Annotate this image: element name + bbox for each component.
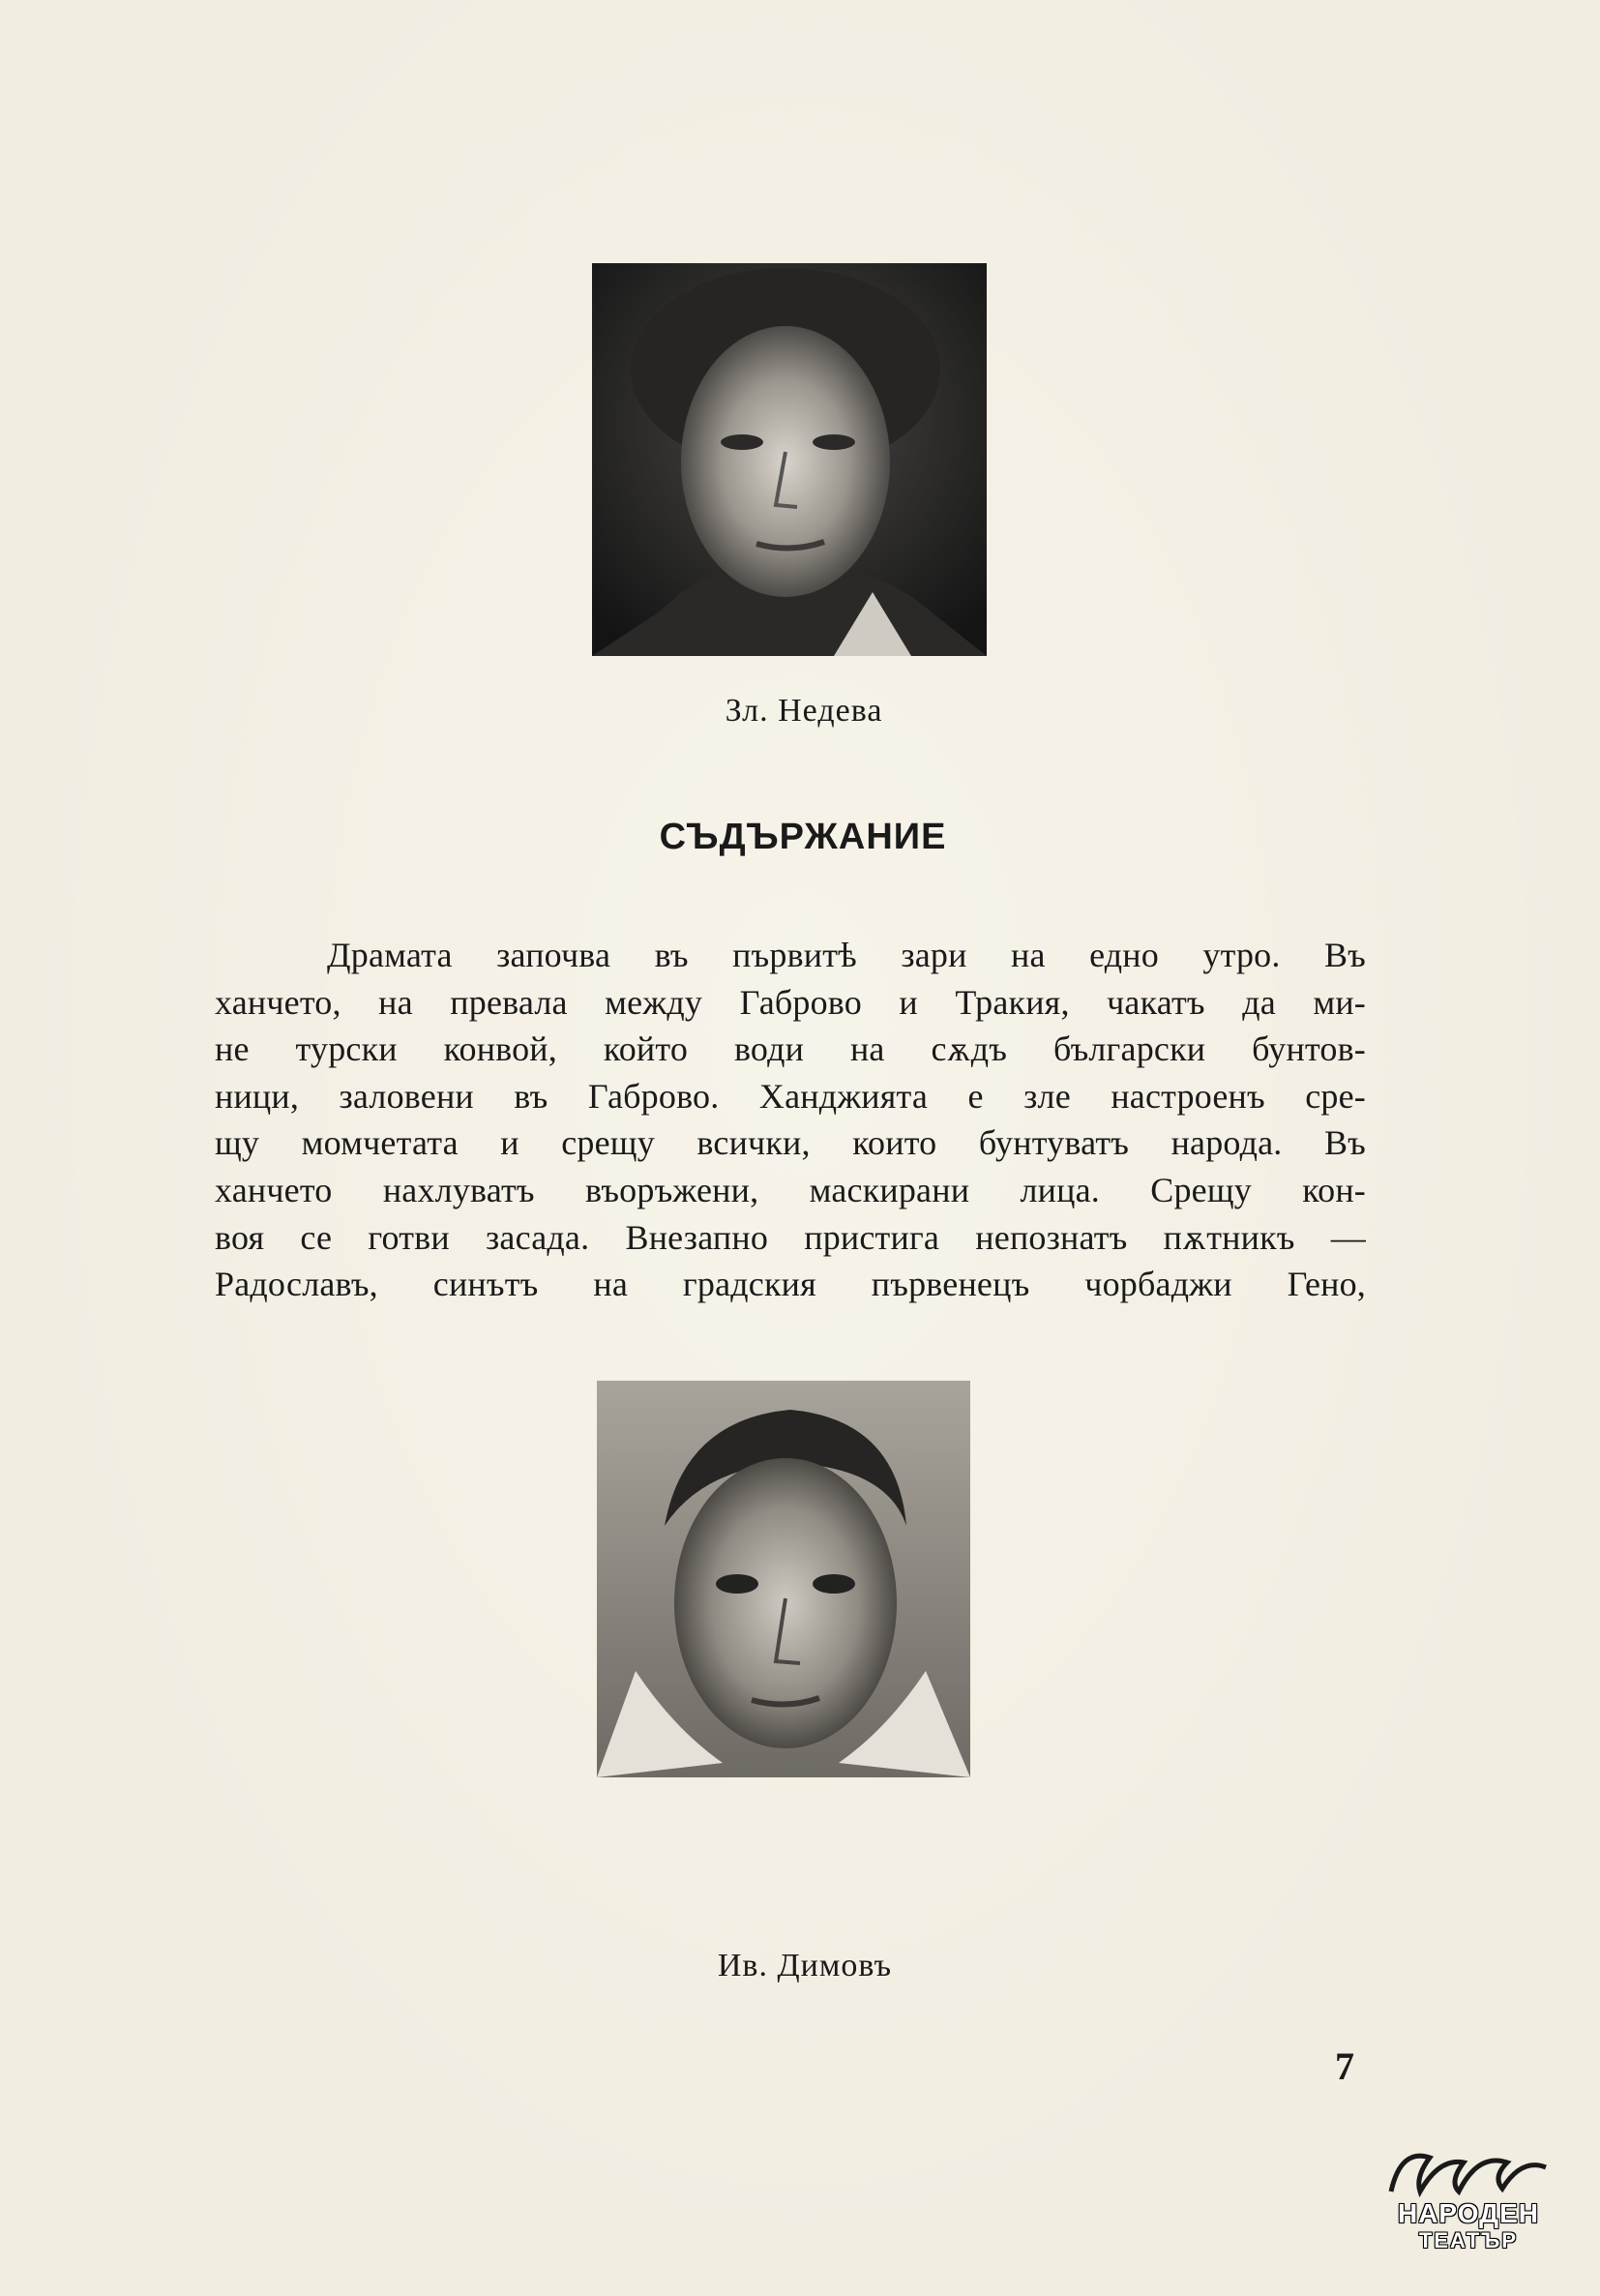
paragraph-line: воя се готви засада. Внезапно пристига непознатъ пѫтникъ — — [215, 1217, 1366, 1257]
paragraph-line: ници, заловени въ Габрово. Ханджията е зле настроенъ сре- — [215, 1076, 1366, 1116]
synopsis-paragraph — [215, 932, 1366, 1308]
paragraph-line: ханчето нахлуватъ въоръжени, маскирани лица. Срещу кон- — [215, 1170, 1366, 1209]
portrait-image — [597, 1381, 970, 1777]
portrait-photo-dimov — [597, 1381, 970, 1777]
section-title: СЪДЪРЖАНИЕ — [659, 817, 947, 857]
portrait-caption: Зл. Недева — [725, 693, 883, 729]
portrait-photo-nedeva — [592, 263, 987, 656]
logo-text-line-2: ТЕАТЪР — [1418, 2228, 1519, 2252]
paragraph-line: Драмата започва въ първитѣ зари на едно утро. Въ — [327, 936, 1366, 974]
logo-text-line-1: НАРОДЕН — [1397, 2198, 1539, 2228]
paragraph-line: ханчето, на превала между Габрово и Тракия, чакатъ да ми- — [215, 982, 1366, 1022]
national-theatre-logo — [1372, 2138, 1565, 2264]
page-number: 7 — [1335, 2044, 1354, 2088]
paragraph-line: щу момчетата и срещу всички, които бунтуватъ народа. Въ — [215, 1123, 1366, 1163]
paragraph-line: не турски конвой, който води на сѫдъ български бунтов- — [215, 1029, 1366, 1069]
portrait-caption: Ив. Димовъ — [717, 1948, 893, 1983]
paragraph-line: Радославъ, синътъ на градския първенецъ чорбаджи Гено, — [215, 1265, 1366, 1304]
portrait-image — [592, 263, 987, 656]
